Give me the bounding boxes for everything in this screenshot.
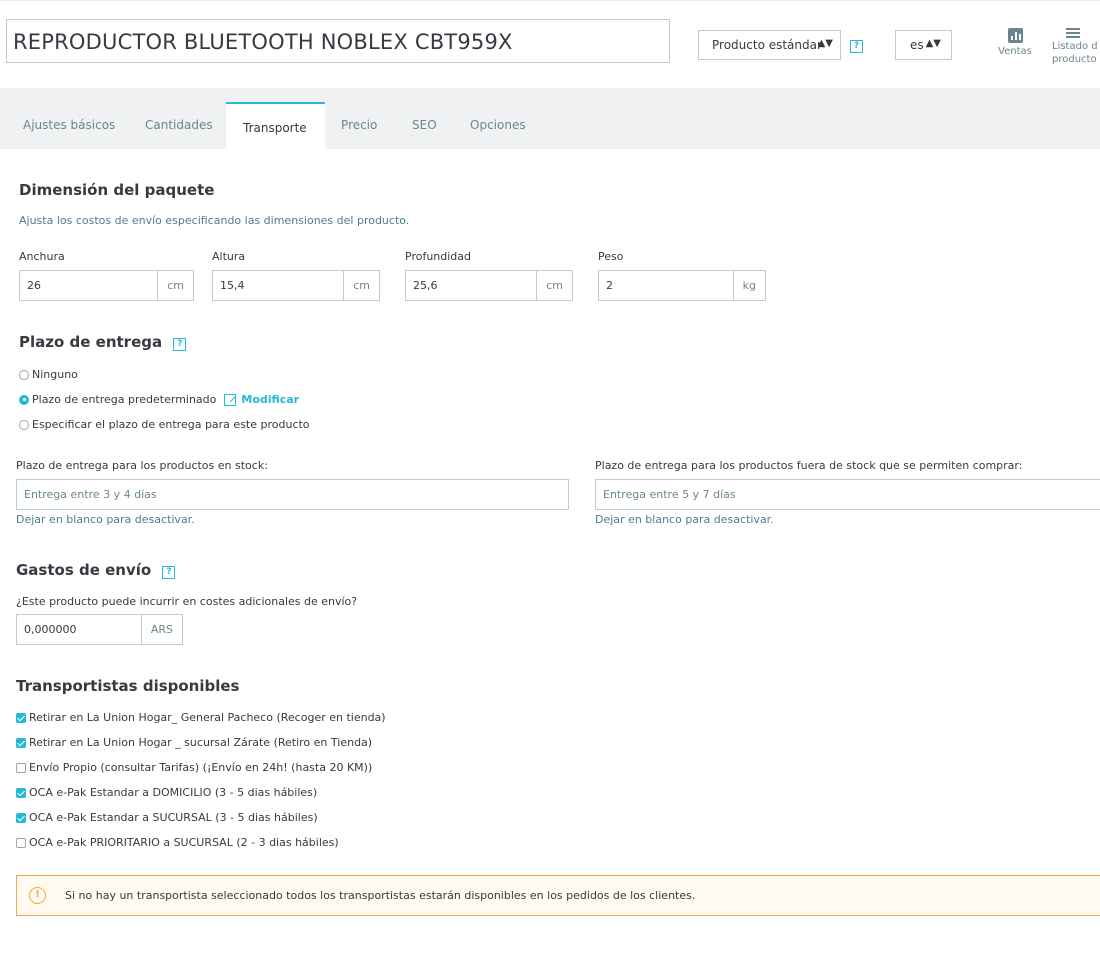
select-arrows-icon: ▲▼ (925, 38, 941, 49)
height-input-group (212, 270, 380, 301)
tab-options[interactable]: Opciones (470, 118, 526, 132)
carriers-title: Transportistas disponibles (16, 677, 240, 695)
language-select[interactable] (895, 30, 952, 60)
tab-pricing[interactable]: Precio (341, 118, 378, 132)
tab-basic-settings[interactable]: Ajustes básicos (23, 118, 116, 132)
sales-label: Ventas (998, 46, 1032, 57)
width-unit: cm (157, 271, 193, 300)
delivery-time-title-text: Plazo de entrega (19, 333, 163, 351)
weight-input[interactable]: 2 (606, 279, 613, 292)
height-input[interactable]: 15,4 (220, 279, 245, 292)
carrier-item[interactable] (16, 761, 372, 774)
carrier-item[interactable] (16, 711, 386, 724)
depth-input-group (405, 270, 573, 301)
checkbox-icon (16, 763, 26, 773)
product-type-value: Producto estándar (712, 38, 822, 52)
alert-message: Si no hay un transportista seleccionado todos los transportistas estarán disponibles en los pedidos de los clientes. (65, 889, 696, 902)
checkbox-checked-icon (16, 813, 26, 823)
help-icon[interactable]: ? (162, 566, 175, 579)
width-input-group (19, 270, 194, 301)
carriers-warning-alert (16, 875, 1100, 916)
carrier-item[interactable] (16, 811, 318, 824)
shipping-fees-input-group (16, 614, 183, 645)
shipping-fees-input[interactable]: 0,000000 (24, 623, 77, 636)
product-header (0, 0, 1100, 88)
checkbox-checked-icon (16, 788, 26, 798)
delivery-option-label: Ninguno (32, 368, 78, 381)
radio-icon (19, 370, 29, 380)
delivery-option-none[interactable] (19, 368, 78, 381)
product-list-label-2: producto (1052, 54, 1097, 65)
bar-chart-icon (1008, 28, 1023, 43)
radio-selected-icon (19, 395, 29, 405)
carrier-item[interactable] (16, 786, 317, 799)
checkbox-checked-icon (16, 713, 26, 723)
carrier-label: Envío Propio (consultar Tarifas) (¡Envío en 24h! (hasta 20 KM)) (29, 761, 373, 774)
help-icon[interactable]: ? (173, 338, 186, 351)
carrier-label: OCA e-Pak Estandar a SUCURSAL (3 - 5 dias hábiles) (29, 811, 318, 824)
carrier-label: Retirar en La Union Hogar_ General Pacheco (Recoger en tienda) (29, 711, 386, 724)
depth-unit: cm (536, 271, 572, 300)
carrier-item[interactable] (16, 836, 339, 849)
package-dimension-title: Dimensión del paquete (19, 181, 215, 199)
warning-circle-icon: ! (29, 887, 46, 904)
height-unit: cm (343, 271, 379, 300)
list-icon (1066, 28, 1080, 38)
shipping-panel (7, 149, 1100, 959)
in-stock-delay-label: Plazo de entrega para los productos en stock: (16, 459, 268, 472)
carrier-label: OCA e-Pak PRIORITARIO a SUCURSAL (2 - 3 dias hábiles) (29, 836, 339, 849)
height-label: Altura (212, 250, 246, 263)
weight-label: Peso (598, 250, 624, 263)
out-stock-delay-hint: Dejar en blanco para desactivar. (595, 513, 774, 526)
shipping-fees-question: ¿Este producto puede incurrir en costes adicionales de envío? (16, 595, 358, 608)
in-stock-delay-hint: Dejar en blanco para desactivar. (16, 513, 195, 526)
external-edit-icon (224, 394, 236, 406)
delivery-option-specific[interactable] (19, 418, 310, 431)
depth-input[interactable]: 25,6 (413, 279, 438, 292)
in-stock-delay-input[interactable]: Entrega entre 3 y 4 días (16, 479, 569, 510)
radio-icon (19, 420, 29, 430)
delivery-time-title (19, 333, 186, 351)
width-label: Anchura (19, 250, 65, 263)
carrier-item[interactable] (16, 736, 372, 749)
delivery-option-label: Plazo de entrega predeterminado (32, 393, 217, 406)
product-name-input[interactable]: REPRODUCTOR BLUETOOTH NOBLEX CBT959X (6, 19, 670, 63)
checkbox-icon (16, 838, 26, 848)
sales-button[interactable] (993, 28, 1037, 58)
shipping-fees-title (16, 561, 175, 579)
modify-link[interactable]: Modificar (241, 393, 300, 406)
tab-seo[interactable]: SEO (412, 118, 437, 132)
delivery-option-label: Especificar el plazo de entrega para este producto (32, 418, 310, 431)
help-icon[interactable]: ? (850, 40, 863, 53)
product-type-select[interactable] (698, 30, 841, 60)
out-stock-delay-input[interactable]: Entrega entre 5 y 7 días (595, 479, 1100, 510)
tab-shipping[interactable]: Transporte (226, 102, 325, 149)
width-input[interactable]: 26 (27, 279, 41, 292)
currency-addon: ARS (141, 615, 182, 644)
weight-unit: kg (733, 271, 765, 300)
out-stock-delay-label: Plazo de entrega para los productos fuera de stock que se permiten comprar: (595, 459, 1023, 472)
language-value: es (910, 38, 924, 52)
tab-quantities[interactable]: Cantidades (145, 118, 213, 132)
delivery-option-default[interactable] (19, 393, 299, 406)
carrier-label: Retirar en La Union Hogar _ sucursal Zárate (Retiro en Tienda) (29, 736, 373, 749)
package-dimension-hint: Ajusta los costos de envío especificando las dimensiones del producto. (19, 214, 410, 227)
weight-input-group (598, 270, 766, 301)
product-list-button[interactable] (1052, 28, 1100, 66)
depth-label: Profundidad (405, 250, 472, 263)
product-tabs (0, 88, 1100, 149)
product-list-label: Listado d (1052, 41, 1098, 52)
shipping-fees-title-text: Gastos de envío (16, 561, 152, 579)
select-arrows-icon: ▲▼ (817, 38, 833, 49)
checkbox-checked-icon (16, 738, 26, 748)
carrier-label: OCA e-Pak Estandar a DOMICILIO (3 - 5 dias hábiles) (29, 786, 318, 799)
